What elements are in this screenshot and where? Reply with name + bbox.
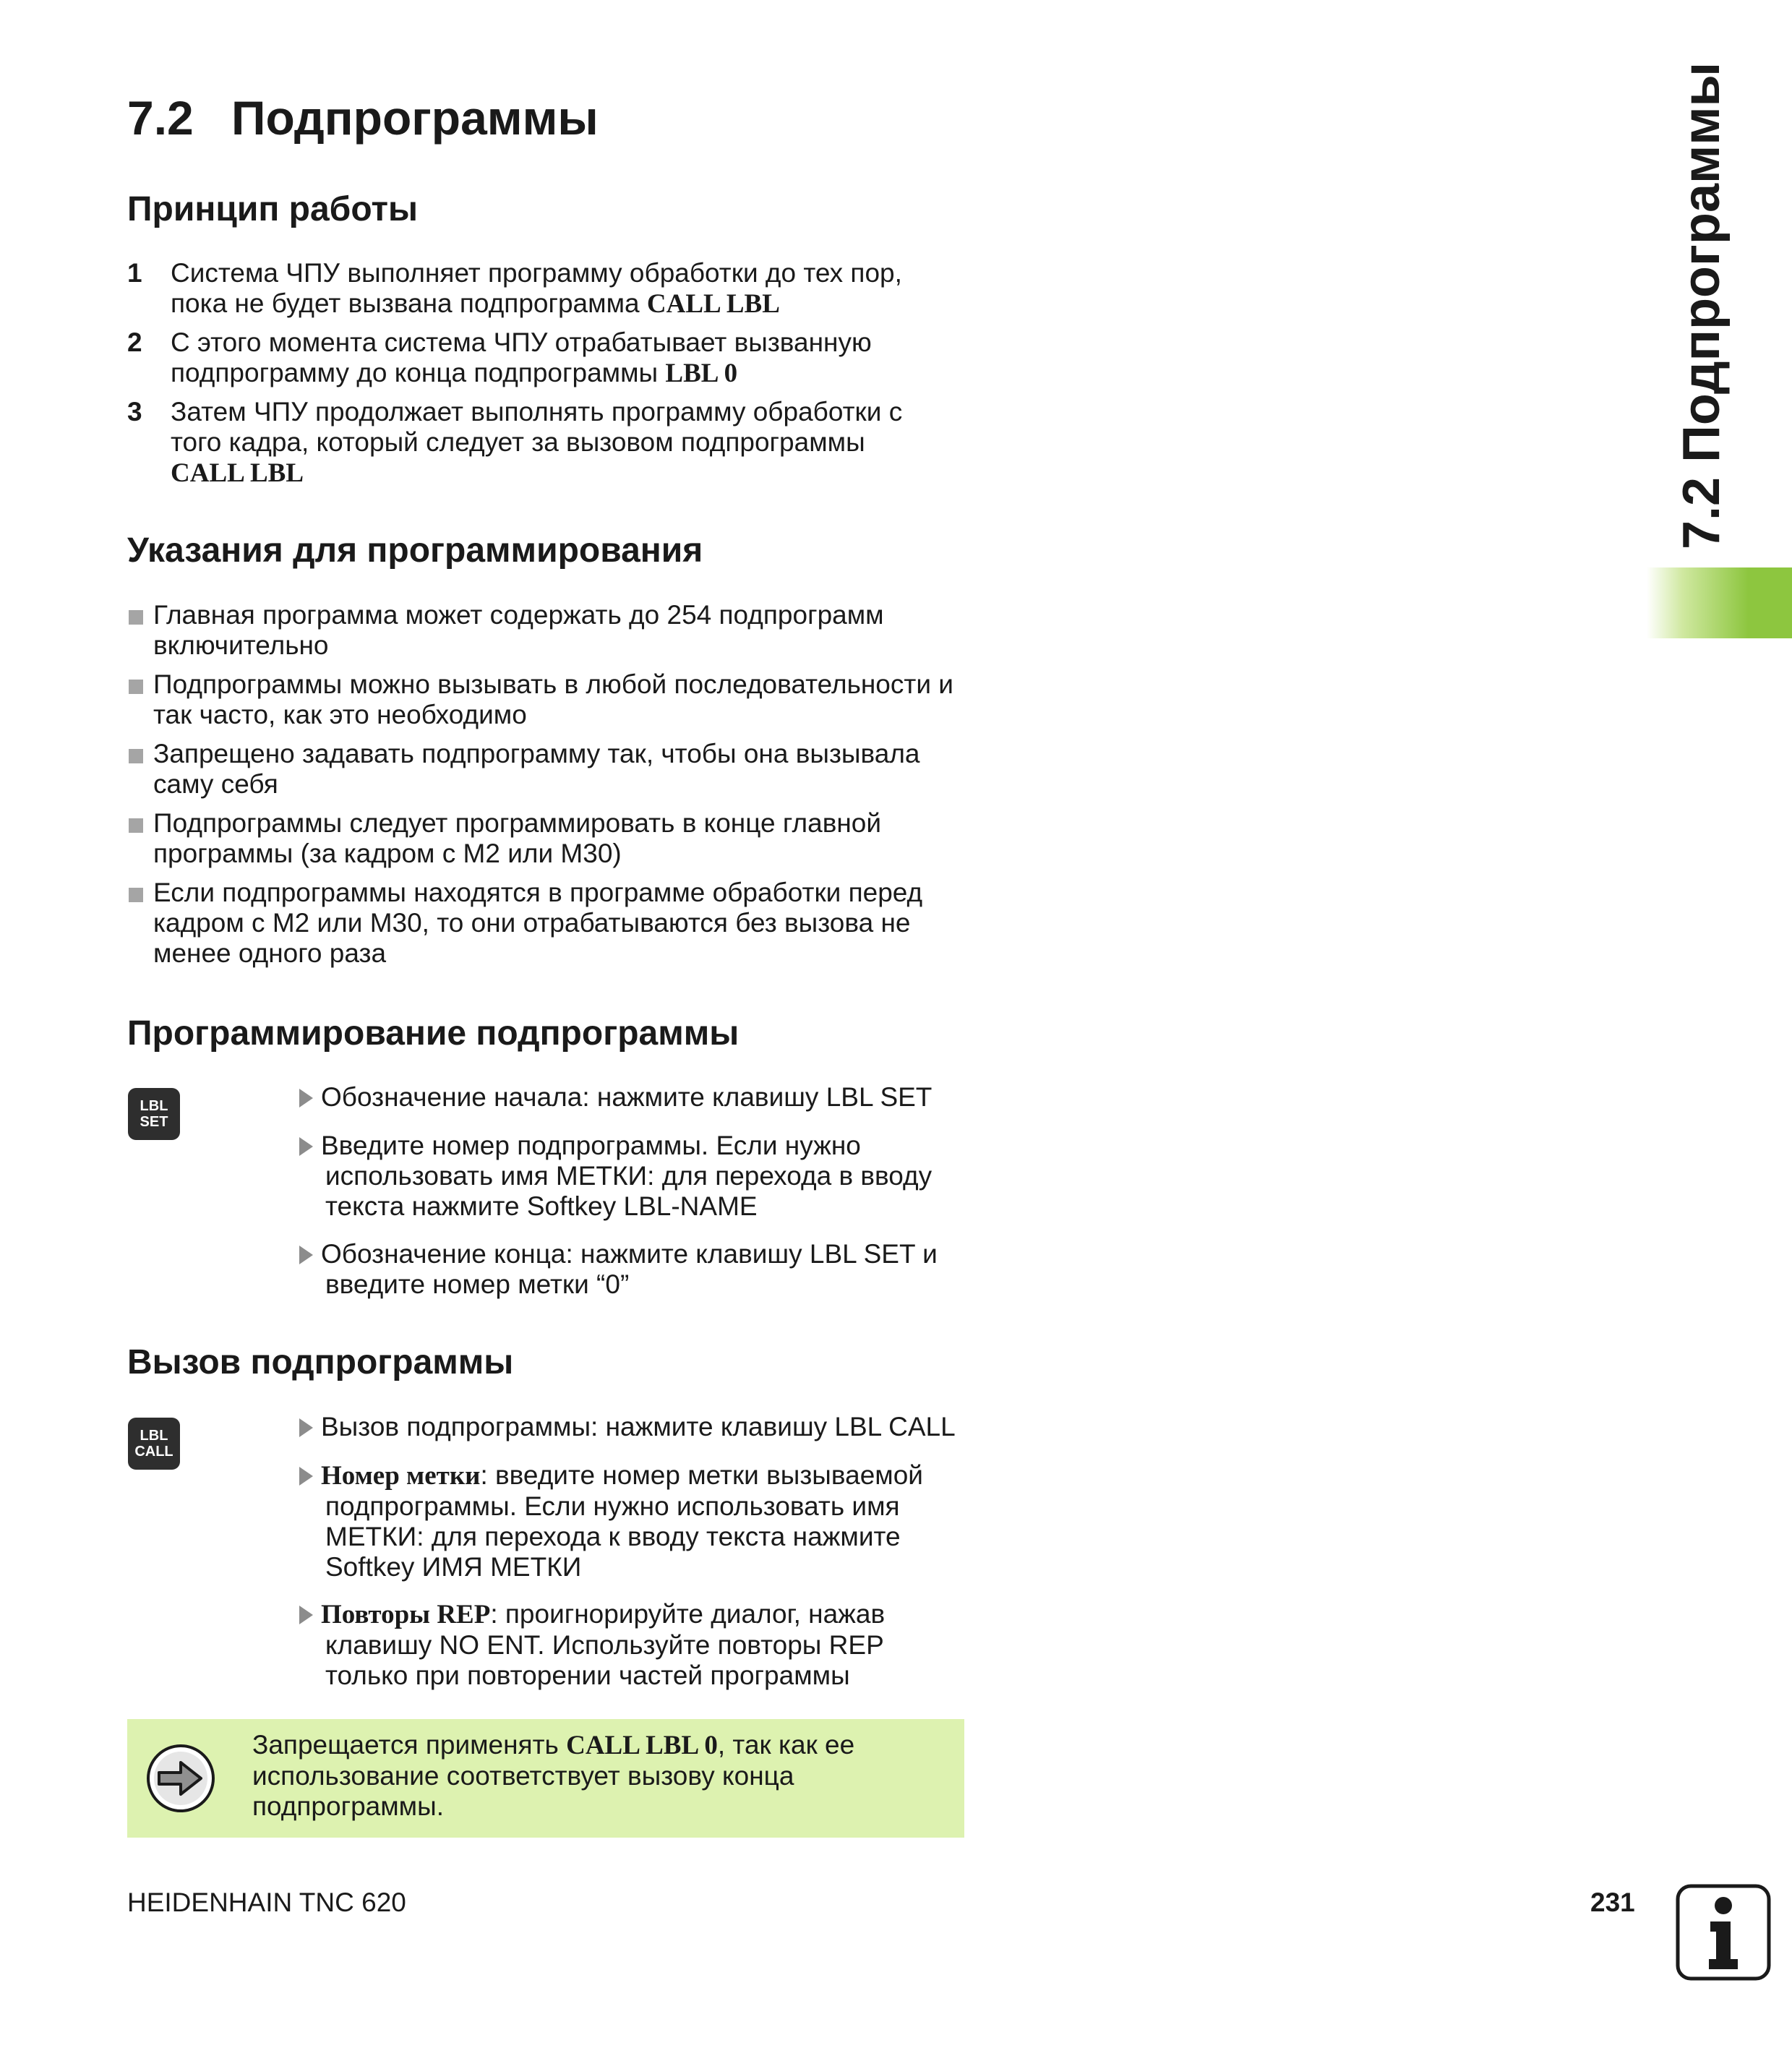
- list-item: 3 Затем ЧПУ продолжает выполнять программу обработки с того кадра, который следует за вызовом подпрограммы CALL LBL: [127, 397, 903, 488]
- code-call-lbl-0: CALL LBL 0: [566, 1731, 718, 1760]
- bullet-square-icon: [129, 888, 143, 902]
- step-item: Вызов подпрограммы: нажмите клавишу LBL CALL: [298, 1412, 977, 1442]
- side-tab-label: 7.2 Подпрограммы: [1673, 61, 1731, 549]
- code-lbl-0: LBL 0: [665, 359, 738, 388]
- step-item: Обозначение начала: нажмите клавишу LBL SET: [298, 1082, 977, 1113]
- note-text: Запрещается применять CALL LBL 0, так как ее использование соответствует вызову конца подпрограммы.: [252, 1730, 855, 1821]
- principle-heading: Принцип работы: [127, 190, 418, 228]
- programming-heading: Программирование подпрограммы: [127, 1014, 739, 1053]
- lbl-set-key-icon: LBL SET: [128, 1088, 180, 1140]
- bullet-square-icon: [129, 818, 143, 833]
- arrow-right-icon: [146, 1744, 215, 1813]
- triangle-bullet-icon: [299, 1089, 313, 1107]
- triangle-bullet-icon: [299, 1418, 313, 1437]
- list-item: Если подпрограммы находятся в программе обработки перед кадром с M2 или M30, то они отрабатываются без вызова не менее одного раза: [127, 878, 966, 969]
- bullet-square-icon: [129, 680, 143, 694]
- notes-heading: Указания для программирования: [127, 531, 703, 570]
- step-item: Номер метки: введите номер метки вызываемой подпрограммы. Если нужно использовать имя МЕТКИ: для перехода к вводу текста нажмите Softkey ИМЯ МЕТКИ: [298, 1460, 977, 1582]
- triangle-bullet-icon: [299, 1606, 313, 1624]
- list-item: Главная программа может содержать до 254 подпрограмм включительно: [127, 600, 966, 661]
- list-item: Запрещено задавать подпрограмму так, чтобы она вызывала саму себя: [127, 739, 966, 800]
- code-call-lbl: CALL LBL: [646, 289, 780, 319]
- code-call-lbl: CALL LBL: [171, 458, 304, 488]
- step-item: Введите номер подпрограммы. Если нужно использовать имя МЕТКИ: для перехода в вводу текста нажмите Softkey LBL-NAME: [298, 1131, 977, 1222]
- list-item: Подпрограммы следует программировать в конце главной программы (за кадром с M2 или M30): [127, 808, 966, 869]
- side-tab-bar: [1647, 567, 1792, 638]
- footer-manual-name: HEIDENHAIN TNC 620: [127, 1888, 406, 1917]
- bullet-square-icon: [129, 749, 143, 763]
- triangle-bullet-icon: [299, 1467, 313, 1486]
- step-item: Обозначение конца: нажмите клавишу LBL SET и введите номер метки “0”: [298, 1239, 977, 1300]
- list-item: 2 С этого момента система ЧПУ отрабатывает вызванную подпрограмму до конца подпрограммы LBL 0: [127, 327, 872, 388]
- bullet-square-icon: [129, 610, 143, 625]
- lbl-call-key-icon: LBL CALL: [128, 1418, 180, 1470]
- list-item: 1 Система ЧПУ выполняет программу обработки до тех пор, пока не будет вызвана подпрограмма CALL LBL: [127, 258, 902, 319]
- section-number: 7.2: [127, 91, 194, 145]
- triangle-bullet-icon: [299, 1137, 313, 1156]
- page-title: [127, 85, 599, 150]
- info-icon: [1676, 1884, 1771, 1981]
- step-item: Повторы REP: проигнорируйте диалог, нажав клавишу NO ENT. Используйте повторы REP только при повторении частей программы: [298, 1599, 977, 1691]
- list-item: Подпрограммы можно вызывать в любой последовательности и так часто, как это необходимо: [127, 669, 966, 730]
- page-number: 231: [1590, 1888, 1635, 1917]
- call-heading: Вызов подпрограммы: [127, 1343, 514, 1381]
- section-title: Подпрограммы: [231, 91, 599, 145]
- triangle-bullet-icon: [299, 1246, 313, 1264]
